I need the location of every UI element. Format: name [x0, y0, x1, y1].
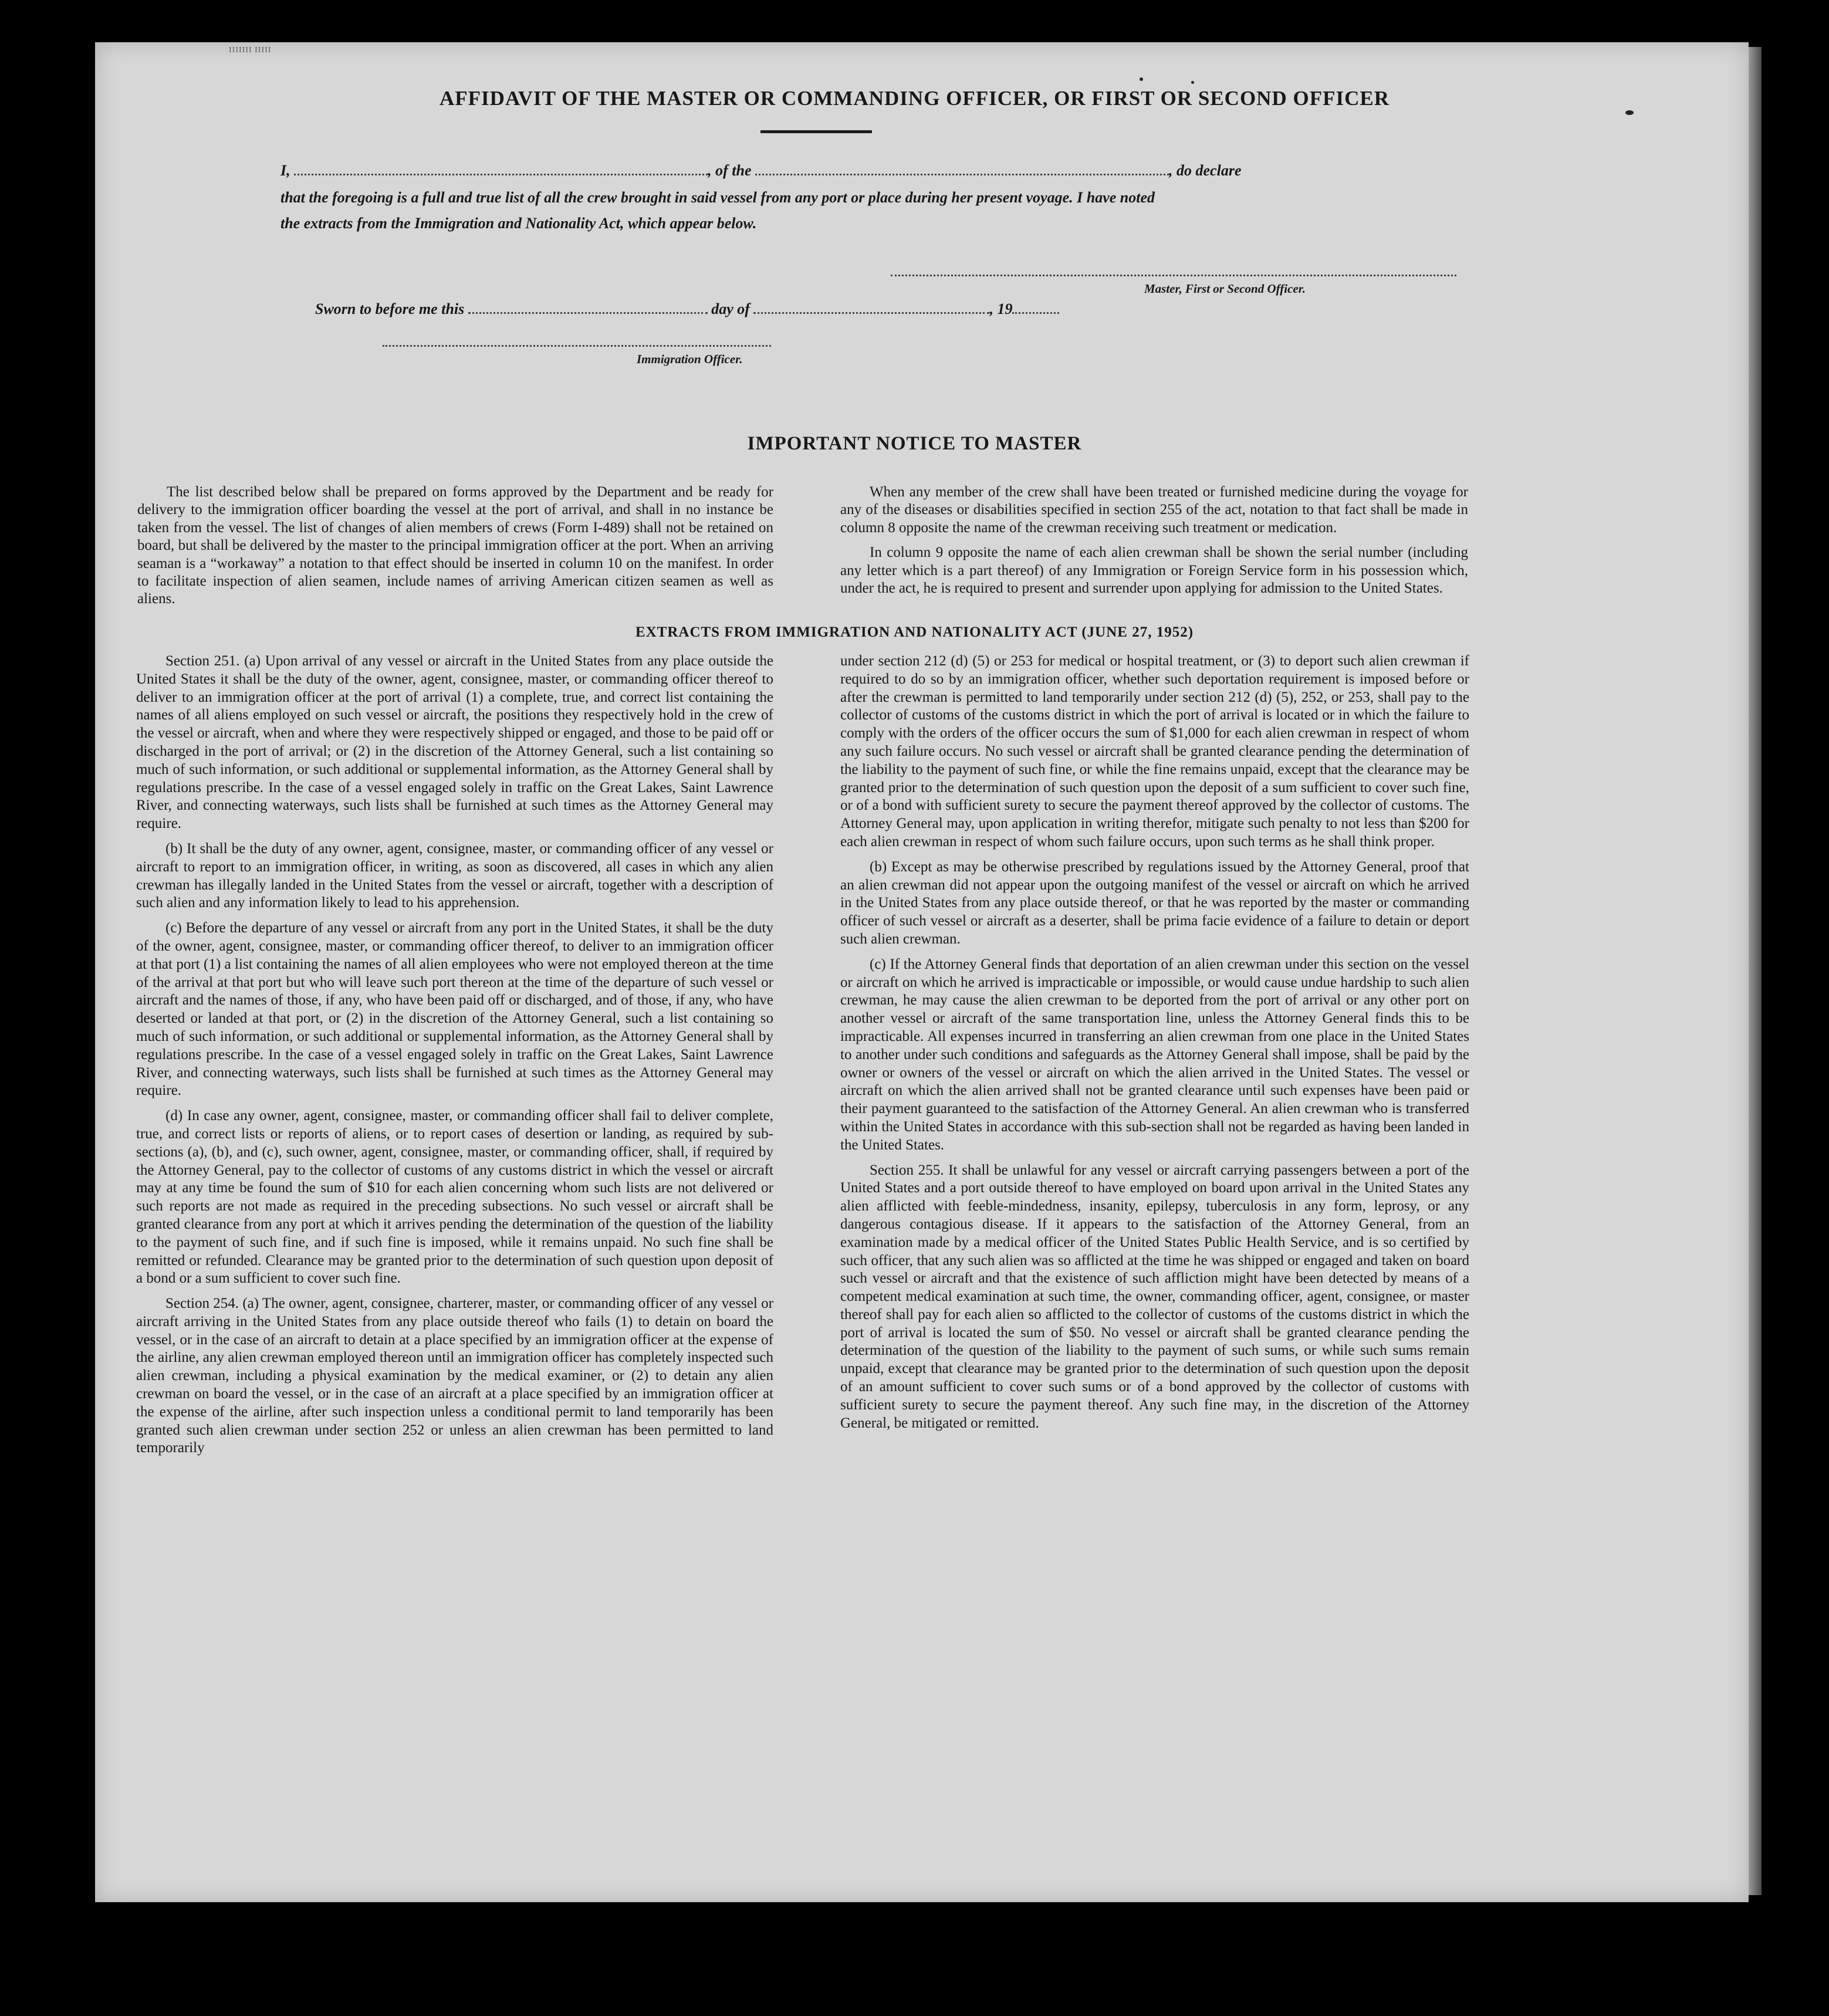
vessel-field[interactable]: [755, 174, 1169, 175]
declaration-line: [280, 162, 1454, 180]
name-field[interactable]: [294, 174, 708, 175]
immigration-officer-caption: Immigration Officer.: [637, 352, 743, 366]
section-254a-continued-paragraph: under section 212 (d) (5) or 253 for medical or hospital treatment, or (3) to deport such alien crewman if required to do so by an immigration officer, whether such deportation requirement is imposed before or after the crewman is permitted to land temporarily under section 212 (d) (5), 252, or 253, shall pay to the collector of customs of the customs district in which the port of arrival is located or in which the failure to comply with the orders of the officer occurs the sum of $1,000 for each alien crewman in respect of whom any such failure occurs. No such vessel or aircraft shall be granted clearance pending the determination of the liability to the payment of such fine, or while the fine remains unpaid, except that the clearance may be granted prior to the determination of such question upon the deposit of a sum sufficient to cover such fine, or of a bond with sufficient surety to secure the payment thereof approved by the collector of customs. The Attorney General may, upon application in writing therefor, mitigate such penalty to not less than $200 for each alien crewman in respect of whom such failure occurs, upon such terms as he shall think proper.: [840, 653, 1469, 850]
sworn-day-field[interactable]: [468, 312, 708, 314]
page-edge-shadow: [1749, 47, 1762, 1895]
ink-speck: [1140, 77, 1143, 81]
master-signature-field[interactable]: [891, 275, 1456, 276]
section-251c-paragraph: (c) Before the departure of any vessel or aircraft from any port in the United States, it shall be the duty of the owner, agent, consignee, master, or commanding officer thereof, to deliver to an immigration officer at that port (1) a list containing the names of all alien employees who were not employed thereon at the time of the arrival at that port but who will leave such port thereon at the time of the departure of such vessel or aircraft and the names of those, if any, who have been paid off or discharged, and of those, if any, who have deserted or landed at that port, or (2) in the discretion of the Attorney General, such a list containing so much of such information, or such additional or supplemental information, as the Attorney General shall by regulations prescribe. In the case of a vessel engaged solely in traffic on the Great Lakes, Saint Lawrence River, and connecting waterways, such lists shall be furnished at such times as the Attorney General may require.: [136, 920, 773, 1099]
immigration-officer-signature-field[interactable]: [383, 345, 771, 347]
master-signature-caption: Master, First or Second Officer.: [1144, 282, 1306, 296]
section-251b-paragraph: (b) It shall be the duty of any owner, agent, consignee, master, or commanding officer of any vessel or aircraft to report to an immigration officer, in writing, as soon as discovered, all cases in which any alien crewman has illegally landed in the United States from the vessel or aircraft, together with a description of such alien and any information likely to lead to his apprehension.: [136, 840, 773, 911]
extracts-title: EXTRACTS FROM IMMIGRATION AND NATIONALITY ACT (JUNE 27, 1952): [635, 624, 1194, 640]
notice-left-column: [137, 483, 773, 615]
sworn-month-field[interactable]: [753, 312, 989, 314]
sworn-label: Sworn to before me this: [315, 300, 465, 317]
do-declare-label: , do declare: [1169, 162, 1242, 179]
notice-paragraph: When any member of the crew shall have been treated or furnished medicine during the voyage for any of the diseases or disabilities specified in section 255 of the act, notation to that fact shall be made in column 8 opposite the name of the crewman receiving such treatment or medication.: [840, 484, 1468, 536]
ink-speck: [1625, 110, 1634, 115]
section-251a-paragraph: Section 251. (a) Upon arrival of any vessel or aircraft in the United States from any place outside the United States it shall be the duty of the owner, agent, consignee, master, or commanding officer thereof to deliver to an immigration officer at the port of arrival (1) a complete, true, and correct list containing the names of all aliens employed on such vessel or aircraft, the positions they respectively hold in the crew of the vessel or aircraft, when and where they were respectively shipped or engaged, and those to be paid off or discharged in the port of arrival; or (2) in the discretion of the Attorney General, such a list containing so much of such information, or such additional or supplemental information, as the Attorney General shall by regulations prescribe. In the case of a vessel engaged solely in traffic on the Great Lakes, Saint Lawrence River, and connecting waterways, such lists shall be furnished at such times as the Attorney General may require.: [136, 653, 773, 832]
i-label: I,: [280, 162, 290, 179]
affidavit-title: AFFIDAVIT OF THE MASTER OR COMMANDING OFFICER, OR FIRST OR SECOND OFFICER: [439, 87, 1390, 110]
sworn-year-field[interactable]: [1012, 312, 1059, 314]
sworn-line: [315, 300, 1059, 318]
section-255-paragraph: Section 255. It shall be unlawful for any vessel or aircraft carrying passengers between a port of the United States and a port outside thereof to have employed on board upon arrival in the United States any alien afflicted with feeble-mindedness, insanity, epilepsy, tuberculosis in any form, leprosy, or any dangerous contagious disease. If it appears to the satisfaction of the Attorney General, from an examination made by a medical officer of the United States Public Health Service, and is so certified by such officer, that any such alien was so afflicted at the time he was shipped or engaged and taken on board such vessel or aircraft and that the existence of such affliction might have been detected by means of a competent medical examination at such time, the owner, commanding officer, agent, consignee, or master thereof shall pay for each alien so afflicted to the collector of customs of the customs district in which the port of arrival is located the sum of $50. No vessel or aircraft shall be granted clearance pending the determination of the question of the liability to the payment of such sums, or while such sums remain unpaid, except that clearance may be granted prior to the determination of such question upon the deposit of an amount sufficient to cover such sums or of a bond approved by the collector of customs with sufficient surety to secure the payment thereof. Any such fine may, in the discretion of the Attorney General, be mitigated or remitted.: [840, 1162, 1469, 1431]
of-the-label: , of the: [708, 162, 752, 179]
day-of-label: day of: [711, 300, 750, 317]
section-254c-paragraph: (c) If the Attorney General finds that deportation of an alien crewman under this section on the vessel or aircraft on which he arrived is impracticable or impossible, or would cause undue hardship to such alien crewman, he may cause the alien crewman to be deported from the port of arrival or any other port on another vessel or aircraft of the same transportation line, unless the Attorney General finds this to be impracticable. All expenses incurred in transferring an alien crewman from one place in the United States to another under such conditions and safeguards as the Attorney General shall impose, shall be paid by the owner or owners of the vessel or aircraft on which the alien arrived in the United States. The vessel or aircraft on which the alien arrived shall not be granted clearance until such expenses have been paid or their payment guaranteed to the satisfaction of the Attorney General. An alien crewman who is transferred within the United States in accordance with this sub-section shall not be regarded as having been landed in the United States.: [840, 956, 1469, 1153]
section-254a-paragraph: Section 254. (a) The owner, agent, consignee, charterer, master, or commanding officer of any vessel or aircraft arriving in the United States from any place outside thereof who fails (1) to detain on board the vessel, or in the case of an aircraft to detain at a place specified by an immigration officer at the expense of the airline, any alien crewman employed thereon until an immigration officer has completely inspected such alien crewman, including a physical examination by the medical examiner, or (2) to detain any alien crewman on board the vessel, or in the case of an aircraft at a place specified by an immigration officer at the expense of the airline, after such inspection unless a conditional permit to land temporarily has been granted such alien crewman under section 252 or unless an alien crewman has been permitted to land temporarily: [136, 1295, 773, 1456]
extracts-left-column: [136, 652, 773, 1464]
notice-right-column: [840, 483, 1468, 604]
extracts-right-column: [840, 652, 1469, 1439]
title-rule: [760, 130, 872, 133]
notice-paragraph: The list described below shall be prepared on forms approved by the Department and be ready for delivery to the immigration officer boarding the vessel at the port of arrival, and shall in no instance be taken from the vessel. The list of changes of alien members of crews (Form I-489) shall not be retained on board, but shall be delivered by the master to the principal immigration officer at the port. When an arriving seaman is a “workaway” a notation to that effect should be inserted in column 10 on the manifest. In order to facilitate inspection of alien seamen, include names of arriving American citizen seamen as well as aliens.: [137, 484, 773, 607]
notice-title: IMPORTANT NOTICE TO MASTER: [747, 433, 1082, 454]
corner-stamp: IIIIIII IIIII: [229, 46, 272, 55]
notice-paragraph: In column 9 opposite the name of each alien crewman shall be shown the serial number (including any letter which is a part thereof) of any Immigration or Foreign Service form in his possession which, under the act, he is required to present and surrender upon applying for admission to the United States.: [840, 544, 1468, 597]
noted-statement: the extracts from the Immigration and Nationality Act, which appear below.: [280, 215, 757, 232]
ink-speck: [1191, 81, 1194, 84]
section-251d-paragraph: (d) In case any owner, agent, consignee, master, or commanding officer shall fail to deliver complete, true, and correct lists or reports of aliens, or to report cases of desertion or landing, as required by sub-sections (a), (b), and (c), such owner, agent, consignee, master, or commanding officer, shall, if required by the Attorney General, pay to the collector of customs of any customs district in which the vessel or aircraft may at any time be found the sum of $10 for each alien concerning whom such lists are not delivered or such reports are not made as required in the preceding subsections. No such vessel or aircraft shall be granted clearance from any port at which it arrives pending the determination of the question of the liability to the payment of such fine, and if such fine is imposed, while it remains unpaid. No such fine shall be remitted or refunded. Clearance may be granted prior to the determination of such question upon deposit of a bond or a sum sufficient to cover such fine.: [136, 1108, 773, 1287]
section-254b-paragraph: (b) Except as may be otherwise prescribed by regulations issued by the Attorney General, proof that an alien crewman did not appear upon the outgoing manifest of the vessel or aircraft on which he arrived in the United States from any place outside thereof, or that he was reported by the master or commanding officer of such vessel or aircraft as a deserter, shall be prima facie evidence of a failure to detain or deport such alien crewman.: [840, 858, 1469, 947]
year-label: , 19: [989, 300, 1013, 317]
foregoing-statement: that the foregoing is a full and true list of all the crew brought in said vessel from any port or place during her present voyage. I have noted: [280, 189, 1155, 206]
